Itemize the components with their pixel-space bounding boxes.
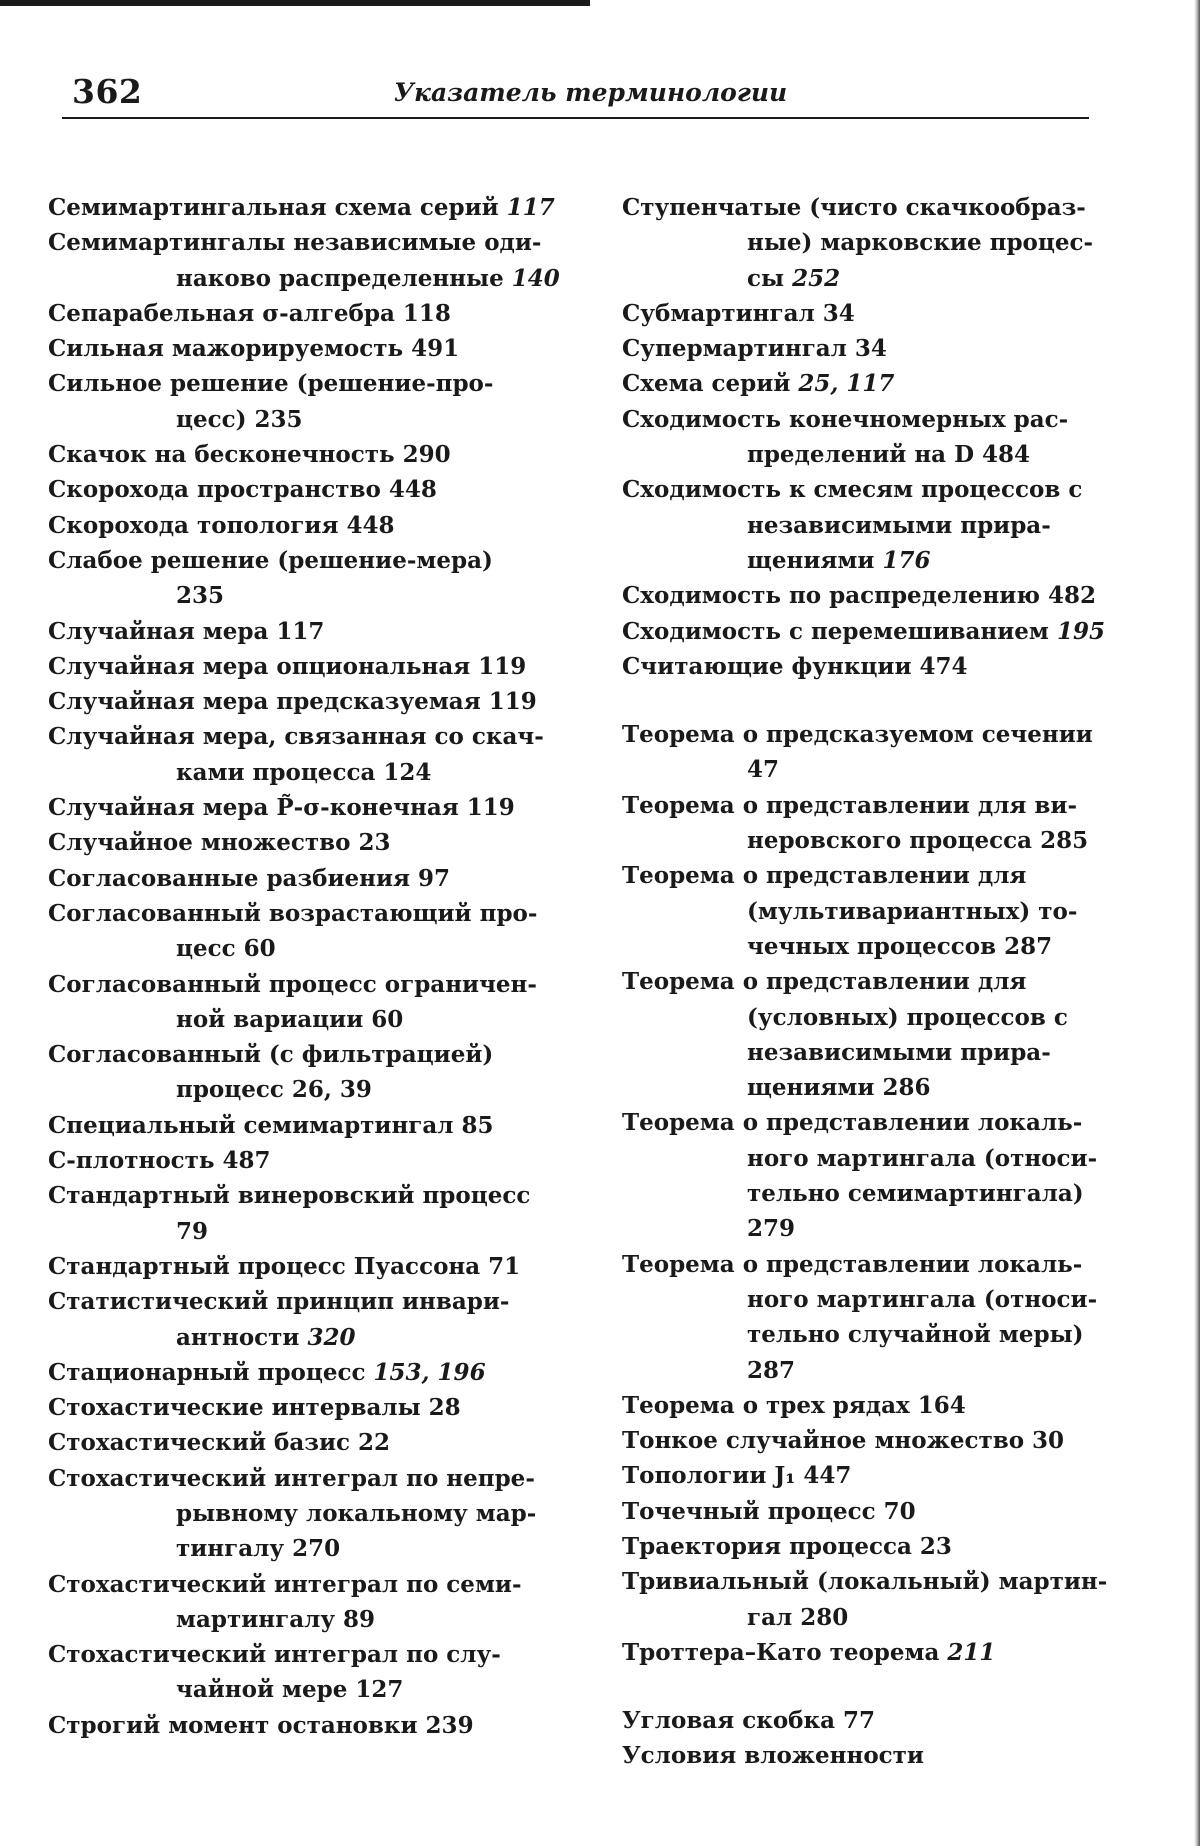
section-gap (622, 684, 1122, 717)
index-entry (48, 719, 548, 790)
top-page-rule (0, 0, 590, 6)
entry-text: Статистический принцип инвари- (48, 1288, 510, 1316)
index-entry (48, 1425, 548, 1460)
entry-text: Семимартингальная схема серий (48, 194, 507, 221)
entry-page-ref: 25, 117 (798, 370, 895, 398)
entry-text: Тривиальный (локальный) мартин- (622, 1568, 1108, 1596)
entry-text: Стохастический базис 22 (48, 1429, 391, 1457)
entry-text: Условия вложенности (622, 1742, 924, 1770)
entry-text: Случайное множество 23 (48, 829, 391, 857)
header-rule (62, 117, 1089, 119)
entry-text: Траектория процесса 23 (622, 1532, 952, 1560)
entry-text: процесс 26, 39 (176, 1076, 372, 1104)
index-column-right (622, 190, 1122, 1774)
index-entry (622, 402, 1122, 473)
index-entry (48, 861, 548, 896)
index-entry (48, 437, 548, 472)
entry-text: Случайная мера опциональная 119 (48, 652, 527, 680)
index-entry (622, 1105, 1122, 1246)
index-entry (622, 1458, 1122, 1493)
entry-page-ref: 195 (1056, 617, 1105, 645)
entry-text: 287 (747, 1356, 796, 1384)
entry-text: мартингалу 89 (176, 1605, 376, 1633)
entry-text: Стохастические интервалы 28 (48, 1394, 461, 1422)
index-entry (622, 1564, 1122, 1635)
index-entry (48, 1108, 548, 1143)
entry-text: Семимартингалы независимые оди- (48, 229, 542, 257)
entry-text: Согласованный возрастающий про- (48, 899, 538, 927)
entry-text: рывному локальному мар- (176, 1499, 537, 1527)
entry-text: 235 (176, 582, 225, 610)
entry-text: Тонкое случайное множество 30 (622, 1427, 1065, 1455)
index-entry (48, 1461, 548, 1567)
running-title: Указатель терминологии (393, 78, 788, 107)
entry-text: ками процесса 124 (176, 758, 432, 786)
entry-text: сы (747, 264, 793, 292)
entry-text: 47 (747, 756, 780, 784)
index-entry (48, 1178, 548, 1249)
entry-text: Стохастический интеграл по семи- (48, 1570, 522, 1598)
index-entry (622, 1423, 1122, 1458)
entry-text: Стохастический интеграл по непре- (48, 1464, 535, 1492)
index-entry (622, 1635, 1122, 1670)
index-entry (622, 1703, 1122, 1738)
index-entry (622, 331, 1122, 366)
entry-text: ной вариации 60 (176, 1005, 404, 1033)
index-entry (622, 1738, 1122, 1773)
entry-text: Схема серий (622, 370, 799, 398)
entry-text: чайной мере 127 (176, 1676, 404, 1704)
entry-page-ref: 176 (882, 546, 931, 574)
entry-text: (мультивариантных) то- (747, 897, 1078, 925)
index-entry (48, 225, 560, 296)
entry-text: C-плотность 487 (48, 1147, 271, 1175)
entry-text: Теорема о представлении для ви- (622, 791, 1078, 819)
index-entry (48, 825, 548, 860)
index-entry (48, 1637, 548, 1708)
entry-text: Теорема о представлении локаль- (622, 1109, 1083, 1137)
entry-text: Скачок на бесконечность 290 (48, 441, 451, 469)
index-entry (48, 1390, 548, 1425)
entry-text: цесс 60 (176, 935, 276, 963)
entry-text: Сходимость к смесям процессов с (622, 476, 1083, 504)
index-entry (48, 1249, 548, 1284)
index-entry (622, 1388, 1122, 1423)
entry-text: цесс) 235 (176, 405, 303, 433)
entry-text: пределений на D 484 (747, 441, 1031, 469)
entry-text: антности (176, 1323, 308, 1351)
entry-text: Теорема о представлении локаль- (622, 1250, 1083, 1278)
index-entry (48, 1284, 548, 1355)
entry-page-ref: 117 (506, 194, 555, 221)
entry-text: Ступенчатые (чисто скачкообраз- (622, 194, 1086, 221)
index-entry (48, 1567, 548, 1638)
index-entry (622, 788, 1122, 859)
entry-text: Стандартный процесс Пуассона 71 (48, 1252, 521, 1280)
entry-text: Точечный процесс 70 (622, 1497, 916, 1525)
entry-text: ные) марковские процес- (747, 229, 1094, 257)
entry-text: тельно случайной меры) (747, 1321, 1084, 1349)
index-entry (622, 649, 1122, 684)
index-entry (48, 1708, 548, 1743)
entry-text: Скорохода топология 448 (48, 511, 395, 539)
entry-text: щениями (747, 546, 883, 574)
entry-text: Случайная мера P̃-σ-конечная 119 (48, 794, 515, 822)
entry-text: независимыми прира- (747, 511, 1051, 539)
index-entry (622, 296, 1122, 331)
entry-text: Теорема о трех рядах 164 (622, 1391, 966, 1419)
entry-text: Сепарабельная σ-алгебра 118 (48, 299, 451, 327)
entry-text: Случайная мера 117 (48, 617, 325, 645)
entry-text: тингалу 270 (176, 1535, 341, 1563)
entry-text: 79 (176, 1217, 209, 1245)
entry-page-ref: 320 (307, 1323, 356, 1351)
entry-text: Сходимость по распределению 482 (622, 582, 1096, 610)
entry-text: Сильное решение (решение-про- (48, 370, 494, 398)
index-entry (622, 1494, 1122, 1529)
entry-text: Сходимость с перемешиванием (622, 617, 1057, 645)
entry-page-ref: 252 (792, 264, 841, 292)
entry-text: Супермартингал 34 (622, 335, 887, 363)
index-entry (48, 1355, 548, 1390)
entry-text: Скорохода пространство 448 (48, 476, 437, 504)
entry-text: чечных процессов 287 (747, 932, 1053, 960)
section-gap (622, 1670, 1122, 1703)
entry-text: 279 (747, 1215, 796, 1243)
entry-text: Троттера–Като теорема (622, 1638, 948, 1666)
index-entry (48, 296, 548, 331)
entry-text: Стационарный процесс (48, 1358, 374, 1386)
entry-text: Сильная мажорируемость 491 (48, 335, 460, 363)
entry-text: Специальный семимартингал 85 (48, 1111, 494, 1139)
index-entry (622, 858, 1122, 964)
index-entry (48, 543, 548, 614)
entry-text: Топологии J₁ 447 (622, 1462, 852, 1490)
running-head (62, 68, 1089, 116)
entry-text: ного мартингала (относи- (747, 1285, 1098, 1313)
entry-text: независимыми прира- (747, 1038, 1051, 1066)
index-entry (48, 472, 548, 507)
entry-text: Согласованные разбиения 97 (48, 864, 451, 892)
index-entry (48, 1143, 548, 1178)
entry-text: Согласованный (с фильтрацией) (48, 1041, 494, 1069)
index-entry (622, 578, 1122, 613)
entry-page-ref: 140 (511, 264, 560, 292)
entry-page-ref: 211 (947, 1638, 996, 1666)
index-entry (48, 614, 548, 649)
entry-text: Угловая скобка 77 (622, 1707, 876, 1735)
index-entry (622, 717, 1122, 788)
entry-text: ного мартингала (относи- (747, 1144, 1098, 1172)
index-entry (48, 1037, 548, 1108)
entry-text: гал 280 (747, 1603, 849, 1631)
index-entry (622, 190, 1122, 296)
index-entry (48, 896, 548, 967)
entry-page-ref: 153, 196 (373, 1358, 486, 1386)
index-entry (48, 790, 548, 825)
index-entry (622, 964, 1122, 1105)
index-entry (48, 190, 555, 225)
index-entry (622, 614, 1122, 649)
entry-text: неровского процесса 285 (747, 827, 1089, 855)
entry-text: Теорема о представлении для (622, 862, 1027, 890)
scan-shadow-edge (1194, 0, 1200, 1846)
index-entry (622, 472, 1122, 578)
index-entry (48, 366, 548, 437)
entry-text: Стохастический интеграл по слу- (48, 1641, 501, 1669)
entry-text: Сходимость конечномерных рас- (622, 405, 1069, 433)
entry-text: тельно семимартингала) (747, 1180, 1084, 1208)
page-number: 362 (72, 72, 143, 111)
index-entry (622, 366, 1122, 401)
entry-text: Случайная мера, связанная со скач- (48, 723, 544, 751)
entry-text: Согласованный процесс ограничен- (48, 970, 537, 998)
index-entry (48, 508, 548, 543)
entry-text: Случайная мера предсказуемая 119 (48, 688, 537, 716)
entry-text: Субмартингал 34 (622, 299, 855, 327)
index-column-left (48, 190, 560, 1743)
entry-text: (условных) процессов с (747, 1003, 1068, 1031)
entry-text: Теорема о представлении для (622, 968, 1027, 996)
index-entry (622, 1529, 1122, 1564)
entry-text: Слабое решение (решение-мера) (48, 546, 493, 574)
index-entry (48, 684, 548, 719)
entry-text: Считающие функции 474 (622, 652, 968, 680)
index-entry (622, 1247, 1122, 1388)
entry-text: Стандартный винеровский процесс (48, 1182, 531, 1210)
index-entry (48, 967, 548, 1038)
index-entry (48, 649, 548, 684)
entry-text: Строгий момент остановки 239 (48, 1711, 474, 1739)
entry-text: Теорема о предсказуемом сечении (622, 721, 1093, 749)
entry-text: наково распределенные (176, 264, 512, 292)
index-entry (48, 331, 548, 366)
entry-text: щениями 286 (747, 1074, 931, 1102)
